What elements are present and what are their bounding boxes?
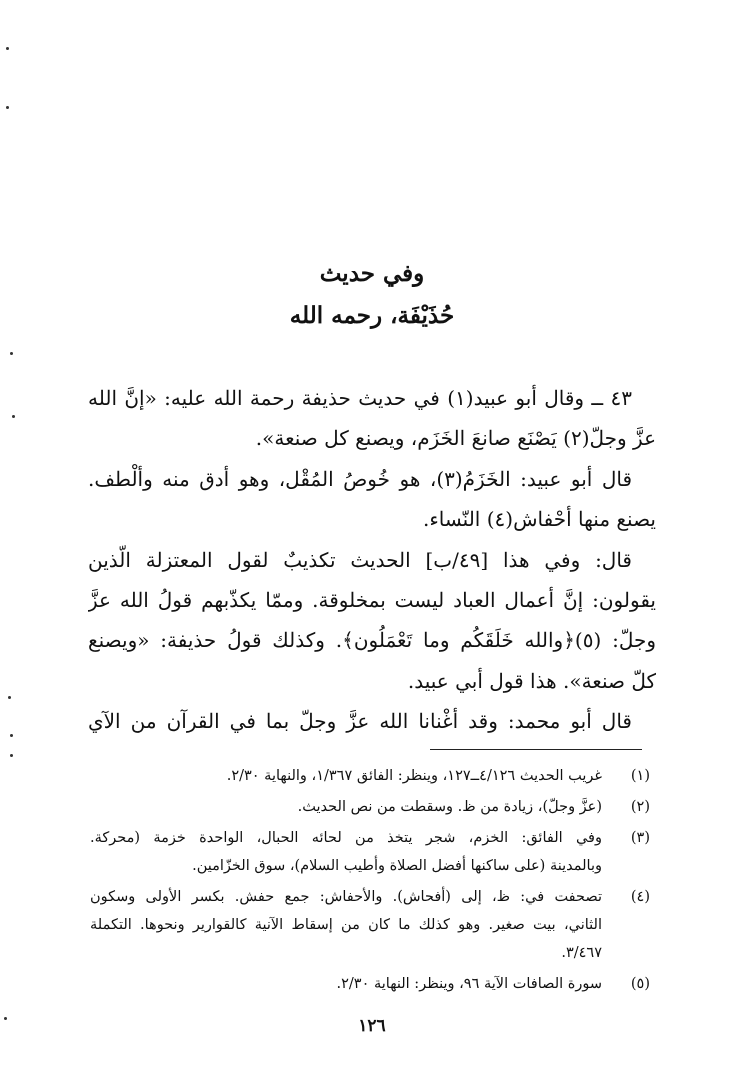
text-line: عزَّ وجلّ(٢) يَصْنَع صانعَ الخَزَم، ويصنع كل صنعة».	[255, 426, 656, 451]
footnote-2	[90, 793, 650, 821]
text-line: يقولون: إنَّ أعمال العباد ليست بمخلوقة. وممّا يكذّبهم قولُ الله عزَّ	[88, 587, 656, 612]
scan-speck	[10, 352, 13, 355]
footnote-line: الثاني، بيت صغير. وهو كذلك ما كان من إسقاط الآنية كالقوارير ونحوها. التكملة	[90, 917, 602, 933]
scan-speck	[10, 734, 13, 737]
footnote-line: (عزَّ وجلّ)، زيادة من ظ. وسقطت من نص الحديث.	[297, 799, 602, 815]
footnote-4	[90, 883, 650, 967]
footnote-body	[90, 883, 602, 967]
footnote-body	[90, 762, 602, 790]
footnote-number: (٣)	[630, 830, 650, 846]
footnote-separator	[430, 749, 642, 750]
page-number: ١٢٦	[358, 1016, 386, 1036]
footnote-3	[90, 824, 650, 880]
text-line: قال: وفي هذا [٤٩/ب] الحديث تكذيبٌ لقول المعتزلة الّذين	[88, 547, 632, 572]
footnote-line: تصحفت في: ظ، إلى (أفحاش). والأحفاش: جمع حفش. بكسر الأولى وسكون	[90, 889, 602, 905]
footnote-1	[90, 762, 650, 790]
section-subheading: حُذَيْفَة، رحمه الله	[289, 302, 455, 329]
footnote-number: (٥)	[630, 976, 650, 992]
footnote-line: وبالمدينة (على ساكنها أفضل الصلاة وأطيب السلام)، سوق الخزّامين.	[192, 858, 602, 874]
section-heading: وفي حديث	[319, 260, 425, 287]
scan-speck	[6, 106, 9, 109]
main-text	[88, 378, 656, 742]
footnote-number: (٤)	[630, 889, 650, 905]
footnote-line: غريب الحديث ٤/١٢٦ــ١٢٧، وينظر: الفائق ١/٣٦٧، والنهاية ٢/٣٠.	[226, 768, 602, 784]
text-line: يصنع منها أحْفاش(٤) النّساء.	[422, 507, 656, 532]
footnote-line: سورة الصافات الآية ٩٦، وينظر: النهاية ٢/٣٠.	[336, 976, 602, 992]
footnote-body	[90, 824, 602, 880]
text-line: قال أبو محمد: وقد أغْنانا الله عزَّ وجلّ بما في القرآن من الآي	[88, 709, 632, 734]
scan-speck	[4, 1017, 7, 1020]
footnote-line: ٣/٤٦٧.	[561, 945, 602, 961]
scan-speck	[8, 696, 11, 699]
text-line: وجلّ: (٥)﴿والله خَلَقَكُم وما تَعْمَلُون﴾. وكذلك قولُ حذيفة: «ويصنع	[88, 628, 656, 653]
footnote-body	[90, 970, 602, 998]
scan-speck	[10, 754, 13, 757]
footnotes	[90, 762, 650, 998]
footnote-5	[90, 970, 650, 998]
footnote-number: (١)	[630, 768, 650, 784]
text-line: قال أبو عبيد: الخَزَمُ(٣)، هو خُوصُ المُقْل، وهو أدق منه وألْطف.	[88, 466, 632, 491]
scan-speck	[6, 47, 9, 50]
footnote-body	[90, 793, 602, 821]
footnote-number: (٢)	[630, 799, 650, 815]
footnote-line: وفي الفائق: الخزم، شجر يتخذ من لحائه الحبال، الواحدة خزمة (محركة.	[90, 830, 602, 846]
text-line: كلّ صنعة». هذا قول أبي عبيد.	[407, 668, 656, 693]
text-line: ٤٣ ــ وقال أبو عبيد(١) في حديث حذيفة رحمة الله عليه: «إنَّ الله	[88, 386, 632, 410]
scan-speck	[12, 415, 15, 418]
